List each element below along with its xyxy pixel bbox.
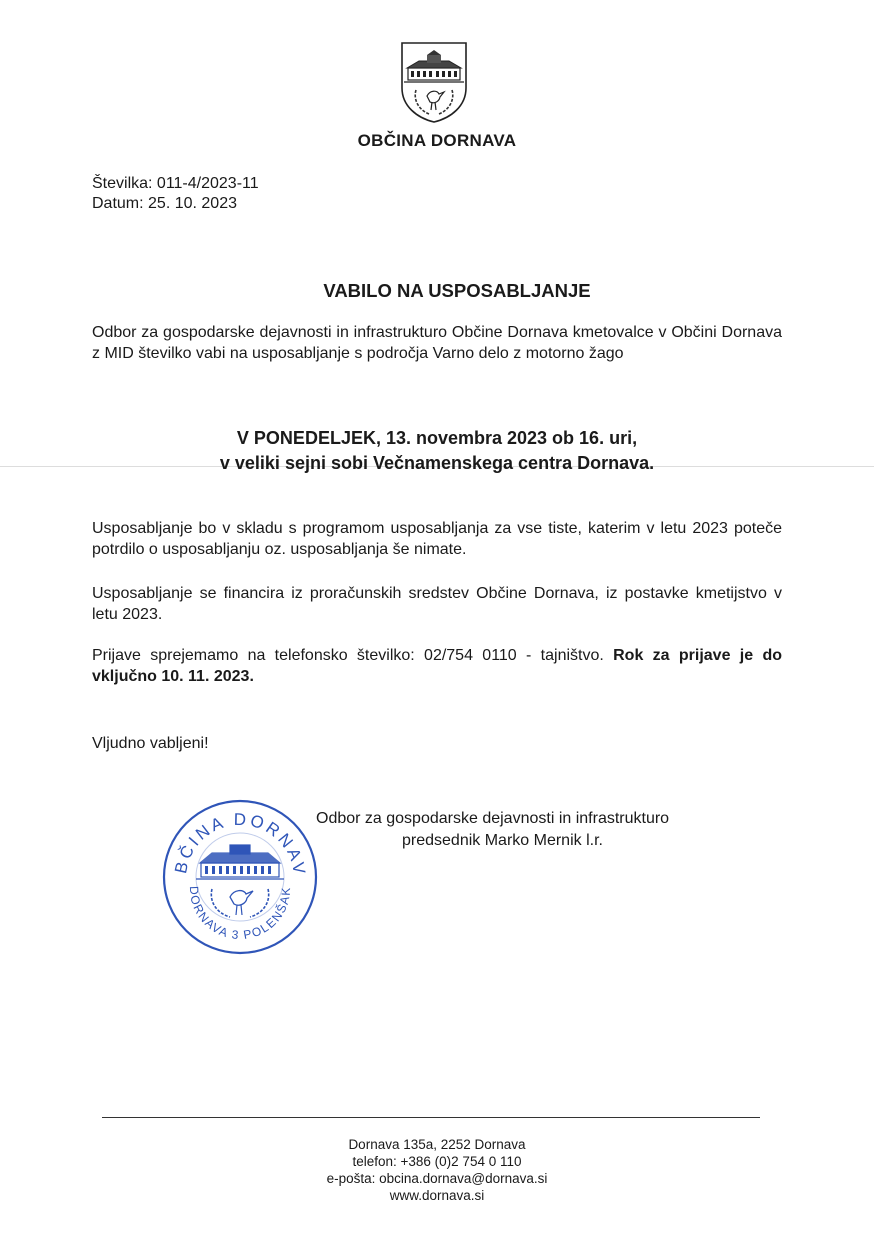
- funding-paragraph: Usposabljanje se financira iz proračunskih sredstev Občine Dornava, iz postavke kmetijstvo v letu 2023.: [92, 585, 782, 623]
- registration-text: Prijave sprejemamo na telefonsko številko: 02/754 0110 - tajništvo.: [92, 647, 614, 664]
- event-location: v veliki sejni sobi Večnamenskega centra Dornava.: [219, 453, 655, 473]
- intro-paragraph: Odbor za gospodarske dejavnosti in infrastrukturo Občine Dornava kmetovalce v Občini Dornava z MID številko vabi na usposabljanje s področja Varno delo z motorno žago: [92, 324, 782, 362]
- signature-block: [316, 808, 669, 852]
- footer: [0, 1136, 874, 1204]
- footer-divider: [102, 1117, 760, 1118]
- registration-deadline: Rok za prijave je do vključno 10. 11. 2023.: [92, 647, 782, 685]
- page-title: VABILO NA USPOSABLJANJE: [323, 280, 591, 301]
- footer-email: e-pošta: obcina.dornava@dornava.si: [326, 1171, 548, 1186]
- event-date: V PONEDELJEK, 13. novembra 2023 ob 16. uri,: [236, 428, 638, 448]
- signature-president: predsednik Marko Mernik l.r.: [402, 832, 603, 849]
- document-date: Datum: 25. 10. 2023: [92, 195, 237, 212]
- official-stamp: [160, 797, 320, 957]
- footer-phone: telefon: +386 (0)2 754 0 110: [352, 1154, 522, 1169]
- closing-text: Vljudno vabljeni!: [92, 735, 209, 752]
- document-meta: [92, 174, 259, 214]
- organization-name: OBČINA DORNAVA: [357, 131, 517, 150]
- stamp-bottom-text: DORNAVA 3 POLENŠAK: [186, 885, 294, 943]
- stamp-top-text: BČINA DORNAV: [171, 809, 310, 877]
- footer-address: Dornava 135a, 2252 Dornava: [348, 1137, 526, 1152]
- municipal-crest-icon: [399, 40, 469, 124]
- program-paragraph: Usposabljanje bo v skladu s programom usposabljanja za vse tiste, katerim v letu 2023 poteče potrdilo o usposabljanju oz. usposabljanja še nimate.: [92, 520, 782, 558]
- event-details: [0, 426, 874, 476]
- document-number: Številka: 011-4/2023-11: [92, 175, 259, 192]
- footer-website: www.dornava.si: [389, 1188, 485, 1203]
- registration-paragraph: [92, 645, 782, 687]
- signature-committee: Odbor za gospodarske dejavnosti in infrastrukturo: [316, 810, 670, 827]
